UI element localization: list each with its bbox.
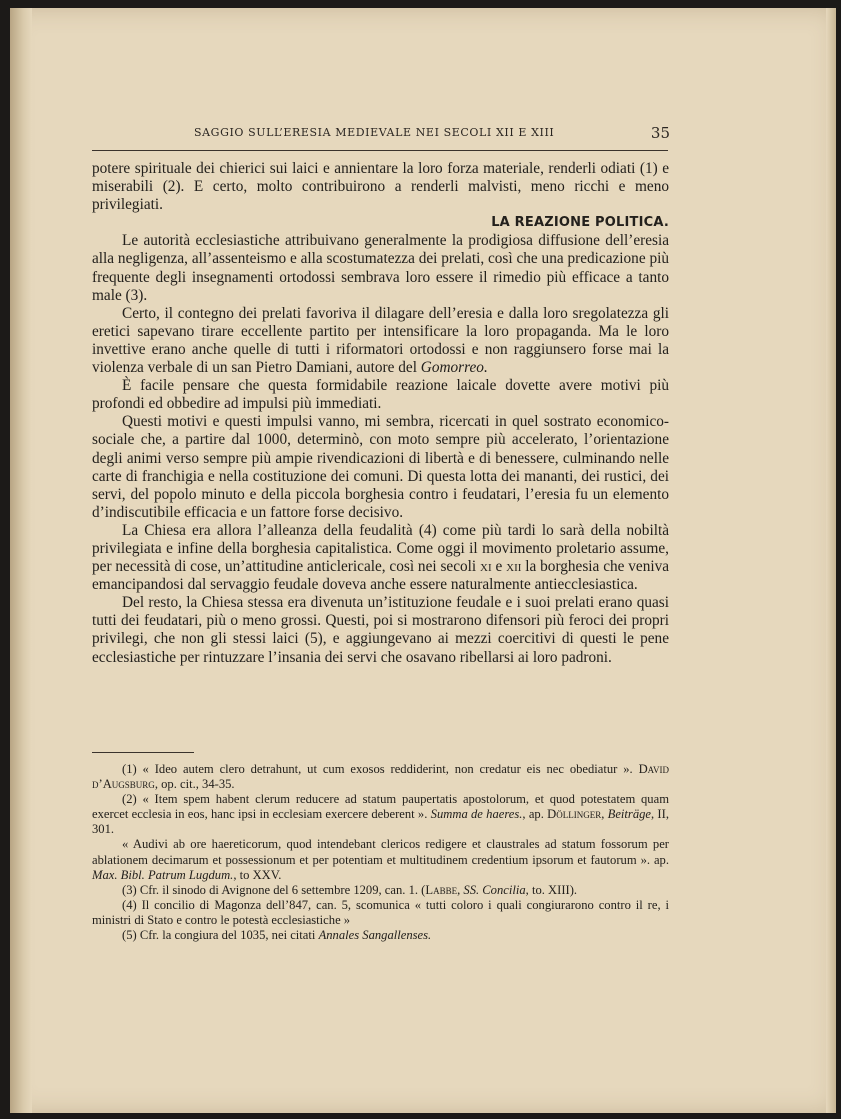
page-header (92, 126, 670, 146)
footnote-work: Annales Sangallenses. (318, 928, 432, 943)
footnote-3 (92, 883, 669, 898)
paragraph: Questi motivi e questi impulsi vanno, mi sembra, ricercati in quel sostrato economico-sociale che, a partire dal 1000, determinò, con moto sempre più accelerato, l’orientazione degli animi verso sempre più ampie rivendicazioni di libertà e di benessere, culminando nelle carte di franchigia e nella costituzione dei comuni. Di questa lotta dei mananti, dei rustici, dei servi, del popolo minuto e della piccola borghesia contro i feudatari, l’eresia fu un elemento d’indiscutibile efficacia e un fattore forse decisivo. (92, 413, 669, 521)
footnote-work: Max. Bibl. Patrum Lugdum. (92, 867, 234, 882)
paragraph: Le autorità ecclesiastiche attribuivano generalmente la prodigiosa diffusione dell’eresia alla negligenza, all’assenteismo e alla scostumatezza dei prelati, così che una predicazione più frequente degli insegnamenti ortodossi sembrava loro essere il rimedio più efficace a tanto male (3). (92, 232, 669, 304)
footnote-4: (4) Il concilio di Magonza dell’847, can. 5, scomunica « tutti coloro i quali congiurarono contro il re, i ministri di Stato e contro le potestà ecclesiastiche » (92, 897, 669, 927)
footnote-text: , ap. (522, 807, 544, 822)
footnote-text: (5) Cfr. la congiura del 1035, nei citati (122, 928, 316, 943)
paragraph (92, 522, 669, 594)
footnote-title: Summa de haeres. (430, 807, 523, 822)
paragraph-text: La Chiesa era allora l’alleanza della feudalità (4) come più tardi lo sarà della nobiltà privilegiata e infine della borghesia capitalistica. Come oggi il movimento proletario assume, per necessità di cose, un’attitudine anticlericale, così nei secoli (92, 521, 669, 576)
footnote-text: , to. XIII). (525, 882, 578, 897)
footnote-text: , to XXV. (233, 867, 282, 882)
italic-title: Gomorreo. (420, 359, 488, 377)
paragraph (92, 305, 669, 377)
footnote-author: Döllinger (547, 807, 602, 822)
body-text (92, 160, 669, 667)
footnotes (92, 762, 669, 943)
paragraph: È facile pensare che questa formidabile reazione laicale dovette avere motivi più profondi ed obbedire ad impulsi più immediati. (92, 377, 669, 413)
footnote-2b (92, 837, 669, 882)
footnote-rule (92, 752, 194, 753)
footnote-2 (92, 792, 669, 837)
page-number: 35 (650, 124, 670, 142)
footnote-text: , op. cit., 34-35. (154, 777, 235, 792)
footnote-author: Labbe (425, 882, 458, 897)
paragraph: Del resto, la Chiesa stessa era divenuta un’istituzione feudale e i suoi prelati erano quasi tutti dei feudatari, più o meno grossi. Questi, poi si mostrarono difensori più feroci dei propri privilegi, che non gli stessi laici (5), e aggiungevano ai mezzi coercitivi di questi le pene ecclesiastiche per rintuzzare l’insania dei servi che osavano ribellarsi ai loro padroni. (92, 594, 669, 666)
footnote-1 (92, 762, 669, 792)
footnote-text: , (601, 807, 605, 822)
footnote-work: Beiträge (607, 807, 652, 822)
paragraph: potere spirituale dei chierici sui laici e annientare la loro forza materiale, renderli odiati (1) e miserabili (2). E certo, molto contribuirono a renderli malvisti, meno ricchi e meno privilegiati. (92, 160, 669, 214)
footnote-5 (92, 928, 669, 943)
footnote-text: « Audivi ab ore haereticorum, quod intendebant clericos redigere et claustrales ad statum fossorum per ablationem decimarum et possessionum et per potentiam et multitudinem credentium ipsorum et fautorum ». ap. (92, 837, 669, 867)
roman-numeral: xi (480, 558, 492, 576)
roman-numeral: xii (506, 558, 522, 576)
running-title: SAGGIO SULL’ERESIA MEDIEVALE NEI SECOLI XII E XIII (194, 126, 555, 139)
footnote-text: (1) « Ideo autem clero detrahunt, ut cum exosos reddiderint, non credatur eis nec obediatur ». (122, 762, 633, 776)
footnote-work: SS. Concilia (463, 882, 526, 897)
page-spine-shadow (10, 8, 32, 1113)
page-edge-shadow (826, 8, 836, 1113)
footnote-author: David d’Augsburg (92, 762, 669, 792)
header-rule (92, 150, 668, 151)
paragraph-text: Certo, il contegno dei prelati favoriva il dilagare dell’eresia e dalla loro sregolatezza gli eretici sapevano tirare eccellente partito per intensificare la loro propaganda. Ma le loro invettive erano anche quelle di tutti i riformatori ortodossi e non raggiunsero forse mai la violenza verbale di un san Pietro Damiani, autore del (92, 304, 669, 377)
footnote-text: (2) « Item spem habent clerum reducere ad statum paupertatis apostolorum, et quod potestatem quam exercet ecclesia in eos, hanc ipsi in ecclesiam exercere deberent ». (92, 792, 669, 822)
footnote-text: , II, 301. (92, 807, 669, 837)
paragraph-text: la borghesia che veniva emancipandosi dal servaggio feudale doveva anche essere naturalmente antiecclesiastica. (92, 558, 670, 594)
footnote-text: (3) Cfr. il sinodo di Avignone del 6 settembre 1209, can. 1. ( (122, 882, 426, 897)
footnote-text: , (457, 882, 461, 897)
paragraph-text: e (495, 558, 503, 576)
section-heading: LA REAZIONE POLITICA. (491, 215, 669, 231)
